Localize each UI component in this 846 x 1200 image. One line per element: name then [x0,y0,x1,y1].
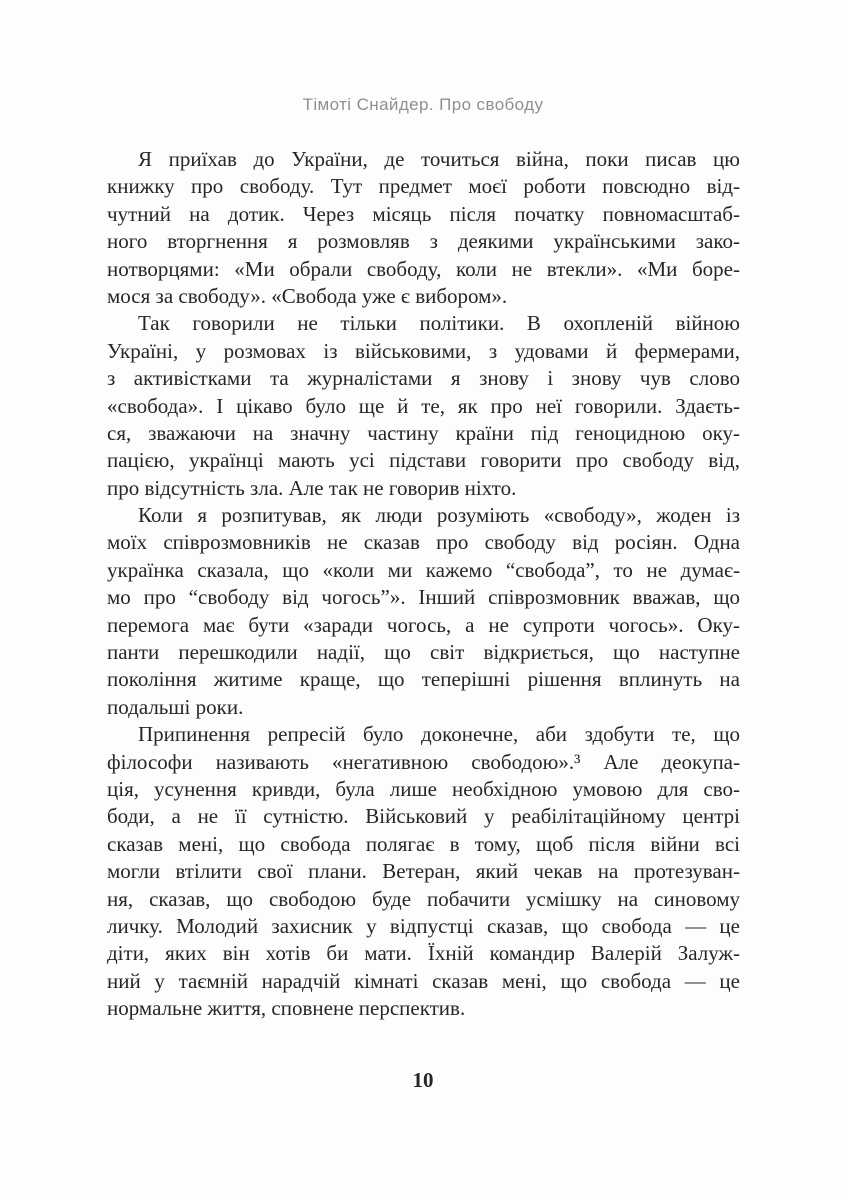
text-line: пацією, українці мають усі підстави говорити про свободу від, [107,448,740,473]
text-line: мося за свободу». «Свобода уже є вибором». [107,283,508,308]
page-number: 10 [412,1068,434,1092]
text-line: могли втілити свої плани. Ветеран, який чекав на протезуван- [107,859,740,884]
text-line: моїх співрозмовників не сказав про свободу від росіян. Одна [107,530,740,555]
text-line: книжку про свободу. Тут предмет моєї роботи повсюдно від- [107,174,740,199]
running-header: Тімоті Снайдер. Про свободу [302,95,544,114]
text-line: Так говорили не тільки політики. В охопленій війною [138,311,740,336]
page-body-text [107,146,740,1023]
text-line: ся, зважаючи на значну частину країни під геноцидною оку- [107,420,740,445]
text-line: нотворцями: «Ми обрали свободу, коли не втекли». «Ми боре- [107,256,740,281]
text-line: українка сказала, що «коли ми кажемо “свобода”, то не думає- [107,557,740,582]
text-line: ний у таємній нарадчій кімнаті сказав мені, що свобода — це [107,968,740,993]
text-line: боди, а не її сутністю. Військовий у реабілітаційному центрі [107,804,740,829]
text-line: «свобода». І цікаво було ще й те, як про неї говорили. Здаєть- [107,393,740,418]
text-line: чутний на дотик. Через місяць після початку повномасштаб- [107,201,740,226]
text-line: філософи називають «негативною свободою».³ Але деокупа- [107,749,740,774]
text-line: Коли я розпитував, як люди розуміють «свободу», жоден із [138,503,740,528]
text-line: перемога має бути «заради чогось, а не супроти чогось». Оку- [107,612,740,637]
text-line: мо про “свободу від чогось”». Інший співрозмовник вважав, що [107,585,740,610]
text-line: діти, яких він хотів би мати. Їхній командир Валерій Залуж- [107,941,740,966]
text-line: ня, сказав, що свободою буде побачити усмішку на синовому [107,886,740,911]
text-line: ного вторгнення я розмовляв з деякими українськими зако- [107,229,740,254]
text-line: нормальне життя, сповнене перспектив. [107,996,466,1021]
text-line: Україні, у розмовах із військовими, з удовами й фермерами, [107,338,740,363]
text-line: ція, усунення кривди, була лише необхідною умовою для сво- [107,776,740,801]
text-line: про відсутність зла. Але так не говорив ніхто. [107,475,517,500]
text-line: Я приїхав до України, де точиться війна, поки писав цю [138,147,740,171]
text-line: з активістками та журналістами я знову і знову чув слово [107,366,740,391]
text-line: сказав мені, що свобода полягає в тому, щоб після війни всі [107,831,740,856]
text-line: покоління житиме краще, що теперішні рішення вплинуть на [107,667,740,692]
text-line: личку. Молодий захисник у відпустці сказав, що свобода — це [107,913,740,938]
text-line: подальші роки. [107,694,244,719]
text-line: панти перешкодили надії, що світ відкриється, що наступне [107,640,740,665]
text-line: Припинення репресій було доконечне, аби здобути те, що [138,722,740,747]
